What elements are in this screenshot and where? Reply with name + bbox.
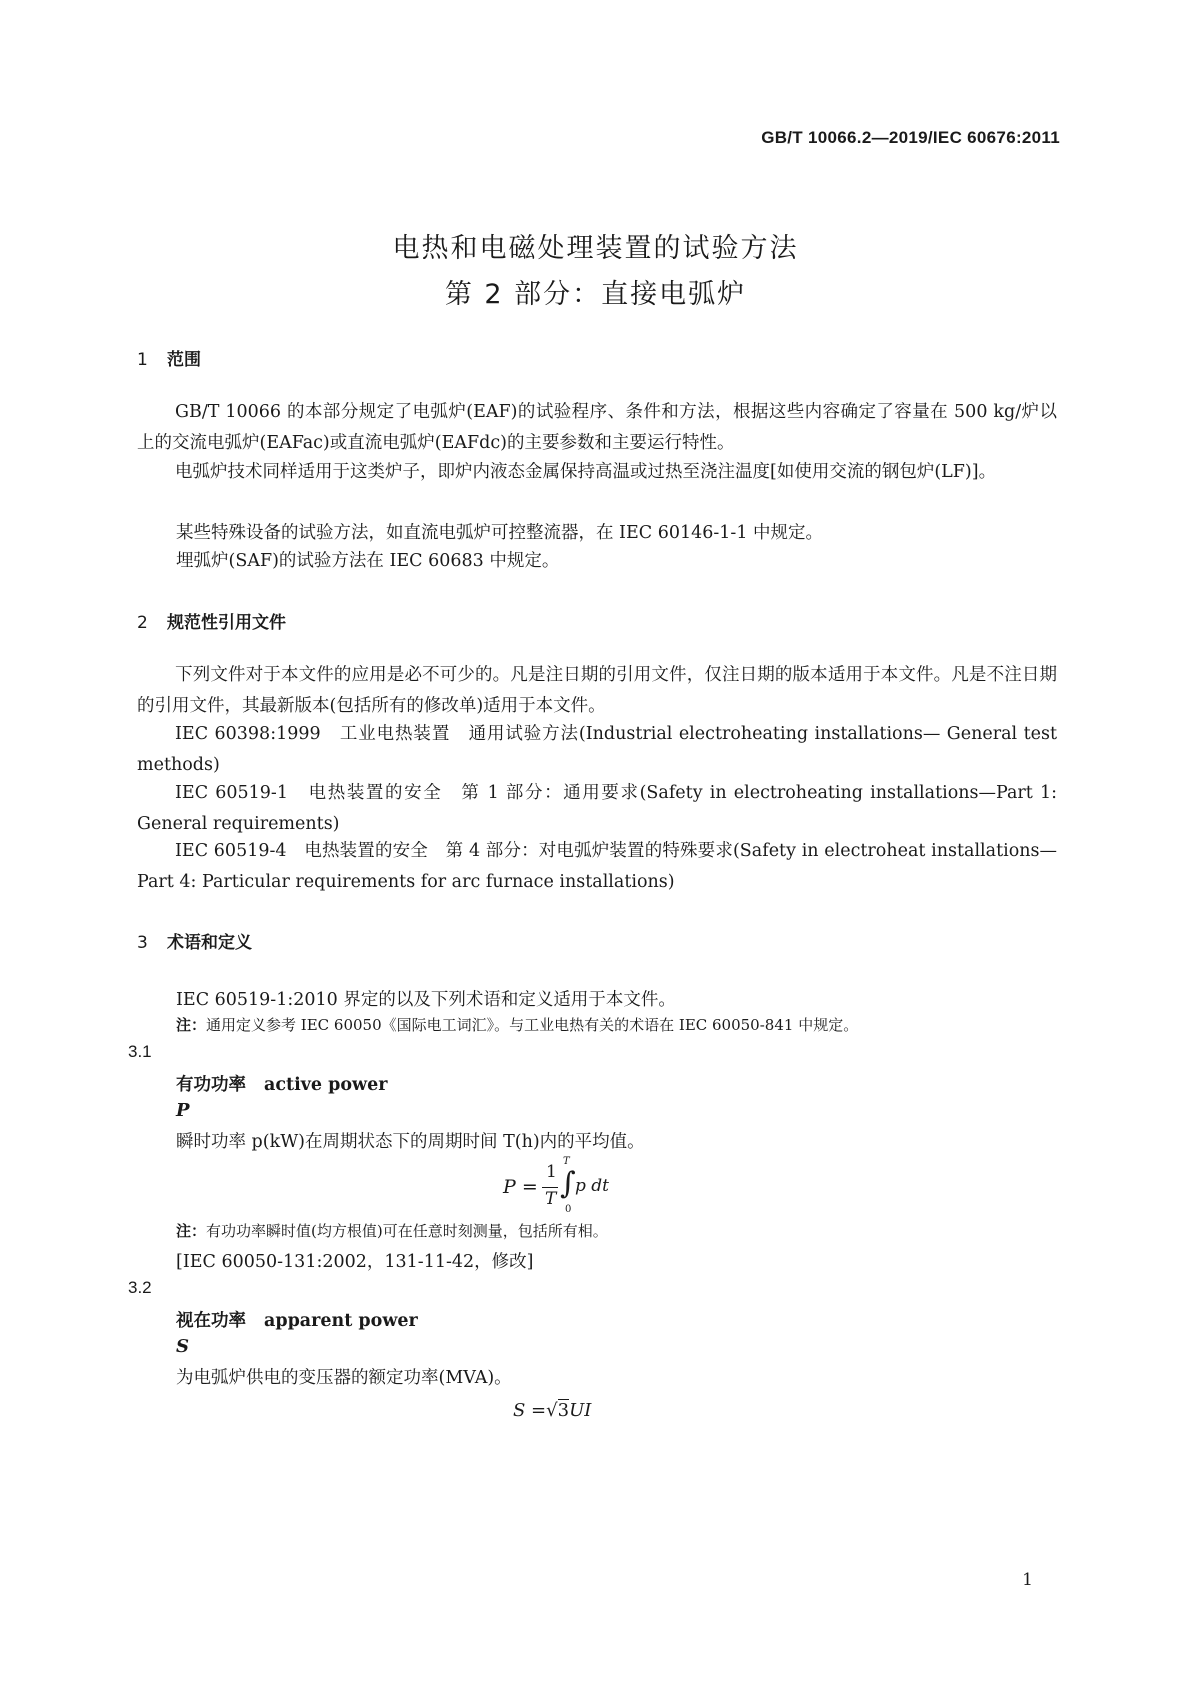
term-definition: 瞬时功率 p(kW)在周期状态下的周期时间 T(h)内的平均值。 <box>176 1132 645 1152</box>
formula-integrand: p dt <box>575 1176 609 1196</box>
section-number: 2 <box>137 613 148 633</box>
section-title: 术语和定义 <box>167 933 252 953</box>
sqrt-sign: √ <box>546 1400 558 1421</box>
formula-radicand: 3 <box>557 1400 570 1421</box>
section-1-paragraph-2 <box>137 457 1057 488</box>
paragraph-text: IEC 60519-4 电热装置的安全 第 4 部分：对电弧炉装置的特殊要求(Safety in electroheat installations—Part 4: Particular requirements for arc furnace installations) <box>137 841 1057 892</box>
document-title-line1: 电热和电磁处理装置的试验方法 <box>392 233 799 264</box>
section-2-heading <box>137 608 286 633</box>
formula-rhs: UI <box>569 1400 592 1421</box>
paragraph-text: 下列文件对于本文件的应用是必不可少的。凡是注日期的引用文件，仅注日期的版本适用于本文件。凡是不注日期的引用文件，其最新版本(包括所有的修改单)适用于本文件。 <box>137 665 1057 716</box>
term-english: active power <box>264 1075 388 1095</box>
integral-upper-limit: T <box>563 1156 570 1167</box>
term-english: apparent power <box>264 1311 418 1331</box>
paragraph-text: IEC 60398:1999 工业电热装置 通用试验方法(Industrial electroheating installations— General test methods) <box>137 724 1057 775</box>
note-label: 注： <box>176 1016 207 1034</box>
term-definition: 为电弧炉供电的变压器的额定功率(MVA)。 <box>176 1368 512 1388</box>
section-1-heading <box>137 345 201 370</box>
section-1-paragraph-1 <box>137 397 1057 459</box>
integral-lower-limit: 0 <box>565 1204 572 1215</box>
term-symbol: S <box>176 1336 189 1357</box>
section-1-paragraph-4: 埋弧炉(SAF)的试验方法在 IEC 60683 中规定。 <box>176 551 560 571</box>
term-symbol: P <box>176 1100 190 1121</box>
formula-apparent-power <box>513 1400 591 1421</box>
term-active-power <box>176 1071 387 1096</box>
page-number: 1 <box>1022 1570 1033 1590</box>
section-3-heading <box>137 928 252 953</box>
section-number: 1 <box>137 350 148 370</box>
term-note <box>176 1220 608 1241</box>
section-2-paragraph-1 <box>137 660 1057 722</box>
paragraph-text: GB/T 10066 的本部分规定了电弧炉(EAF)的试验程序、条件和方法，根据这些内容确定了容量在 500 kg/炉以上的交流电弧炉(EAFac)或直流电弧炉(EAFdc)的主要参数和主要运行特性。 <box>137 402 1057 453</box>
note-text: 有功功率瞬时值(均方根值)可在任意时刻测量，包括所有相。 <box>206 1222 608 1240</box>
term-chinese: 视在功率 <box>176 1311 246 1331</box>
document-title-line2: 第 2 部分：直接电弧炉 <box>444 279 747 310</box>
integral-sign: ∫ <box>560 1166 576 1201</box>
paragraph-text: IEC 60519-1 电热装置的安全 第 1 部分：通用要求(Safety in electroheating installations—Part 1: General requirements) <box>137 783 1057 834</box>
standard-number: GB/T 10066.2—2019/IEC 60676:2011 <box>761 128 1060 147</box>
term-chinese: 有功功率 <box>176 1075 246 1095</box>
fraction-bar <box>542 1187 558 1188</box>
section-title: 范围 <box>167 350 201 370</box>
formula-numerator: 1 <box>546 1162 557 1182</box>
note-text: 通用定义参考 IEC 60050《国际电工词汇》。与工业电热有关的术语在 IEC 60050-841 中规定。 <box>206 1016 859 1034</box>
formula-denominator: T <box>545 1189 557 1209</box>
formula-active-power <box>503 1158 623 1218</box>
reference-iec-60519-1 <box>137 778 1057 840</box>
note-label: 注： <box>176 1222 207 1240</box>
paragraph-text: 电弧炉技术同样适用于这类炉子，即炉内液态金属保持高温或过热至浇注温度[如使用交流的钢包炉(LF)]。 <box>175 462 997 482</box>
clause-number: 3.2 <box>128 1278 152 1297</box>
section-title: 规范性引用文件 <box>167 613 286 633</box>
section-3-paragraph-1: IEC 60519-1:2010 界定的以及下列术语和定义适用于本文件。 <box>176 990 676 1010</box>
term-source: [IEC 60050-131:2002，131-11-42，修改] <box>176 1252 534 1272</box>
formula-lhs: P = <box>503 1176 538 1198</box>
section-3-note <box>176 1014 858 1035</box>
section-1-paragraph-3: 某些特殊设备的试验方法，如直流电弧炉可控整流器，在 IEC 60146-1-1 中规定。 <box>176 523 824 543</box>
reference-iec-60519-4 <box>137 836 1057 898</box>
term-apparent-power <box>176 1307 418 1332</box>
reference-iec-60398 <box>137 719 1057 781</box>
clause-number: 3.1 <box>128 1042 152 1061</box>
formula-lhs: S = <box>513 1400 547 1421</box>
section-number: 3 <box>137 933 148 953</box>
